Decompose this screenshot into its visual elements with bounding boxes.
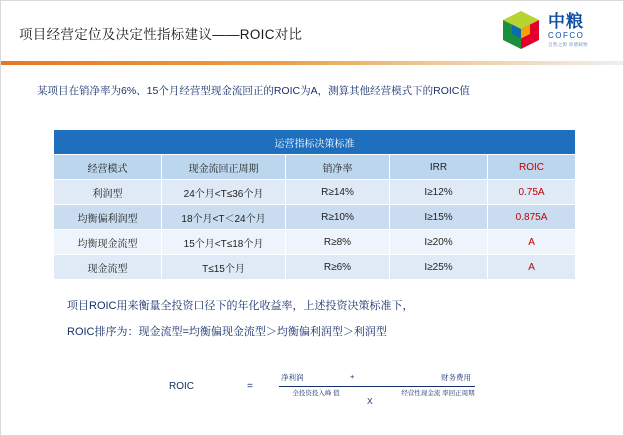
cell-sales-net-rate: R≥10%: [286, 205, 390, 230]
cell-sales-net-rate: R≥8%: [286, 230, 390, 255]
cell-sales-net-rate: R≥6%: [286, 255, 390, 280]
column-header-cashflow-period: 现金流回正周期: [162, 155, 286, 180]
cell-roic: A: [488, 255, 576, 280]
cell-roic: 0.75A: [488, 180, 576, 205]
formula-label: ROIC: [169, 381, 194, 392]
column-header-mode: 经营模式: [54, 155, 162, 180]
intro-text: 某项目在销净率为6%、15个月经营型现金流回正的ROIC为A，测算其他经营模式下的ROIC值: [37, 85, 470, 97]
cell-mode: 均衡偏利润型: [54, 205, 162, 230]
roic-table-wrapper: [53, 129, 575, 280]
logo: [493, 1, 624, 59]
cell-cashflow-period: 15个月<T≤18个月: [162, 230, 286, 255]
body-line-2: ROIC排序为：现金流型=均衡偏现金流型＞均衡偏利润型＞利润型: [67, 326, 387, 338]
cell-mode: 利润型: [54, 180, 162, 205]
cell-mode: 均衡现金流型: [54, 230, 162, 255]
cell-cashflow-period: 24个月<T≤36个月: [162, 180, 286, 205]
formula-fraction-bar: [279, 386, 475, 387]
table-row: [54, 205, 576, 230]
cell-irr: I≥15%: [390, 205, 488, 230]
formula-numerator-left: 净利润: [281, 373, 304, 382]
table-row: [54, 255, 576, 280]
formula-denominator-left: 全投资投入峰 值: [292, 390, 340, 397]
formula-denominator-right: 经营性现金流 率回正周期: [401, 390, 475, 397]
cell-roic: A: [488, 230, 576, 255]
table-row: [54, 230, 576, 255]
logo-text: [548, 13, 588, 48]
logo-tagline: 自然之源 厚德载物: [548, 41, 588, 47]
table-header-row: [54, 155, 576, 180]
cell-sales-net-rate: R≥14%: [286, 180, 390, 205]
cofco-cube-logo: [499, 8, 543, 52]
column-header-roic: ROIC: [488, 155, 576, 180]
cell-irr: I≥25%: [390, 255, 488, 280]
column-header-irr: IRR: [390, 155, 488, 180]
cell-irr: I≥20%: [390, 230, 488, 255]
cell-mode: 现金流型: [54, 255, 162, 280]
logo-name-en: COFCO: [548, 30, 585, 40]
cell-cashflow-period: 18个月<T＜24个月: [162, 205, 286, 230]
column-header-sales-net-rate: 销净率: [286, 155, 390, 180]
cell-irr: I≥12%: [390, 180, 488, 205]
table-caption: 运营指标决策标准: [54, 130, 576, 155]
table-caption-row: [54, 130, 576, 155]
formula-numerator-right: 财务费用: [440, 373, 471, 382]
formula-denominator: [277, 390, 477, 398]
page-title: 项目经营定位及决定性指标建议——ROIC对比: [19, 27, 303, 42]
formula-numerator-plus: +: [350, 372, 355, 381]
cell-roic: 0.875A: [488, 205, 576, 230]
formula-equals: =: [247, 381, 253, 392]
roic-formula: [151, 369, 475, 425]
table-row: [54, 180, 576, 205]
body-line-1: 项目ROIC用来衡量全投资口径下的年化收益率，上述投资决策标准下，: [67, 300, 414, 312]
formula-multiply-sign: X: [367, 396, 373, 406]
slide-header: [1, 1, 624, 63]
cell-cashflow-period: T≤15个月: [162, 255, 286, 280]
formula-numerator: [281, 372, 471, 383]
logo-name-cn: 中粮: [548, 11, 584, 31]
roic-table: [53, 129, 576, 280]
header-divider: [1, 61, 624, 65]
